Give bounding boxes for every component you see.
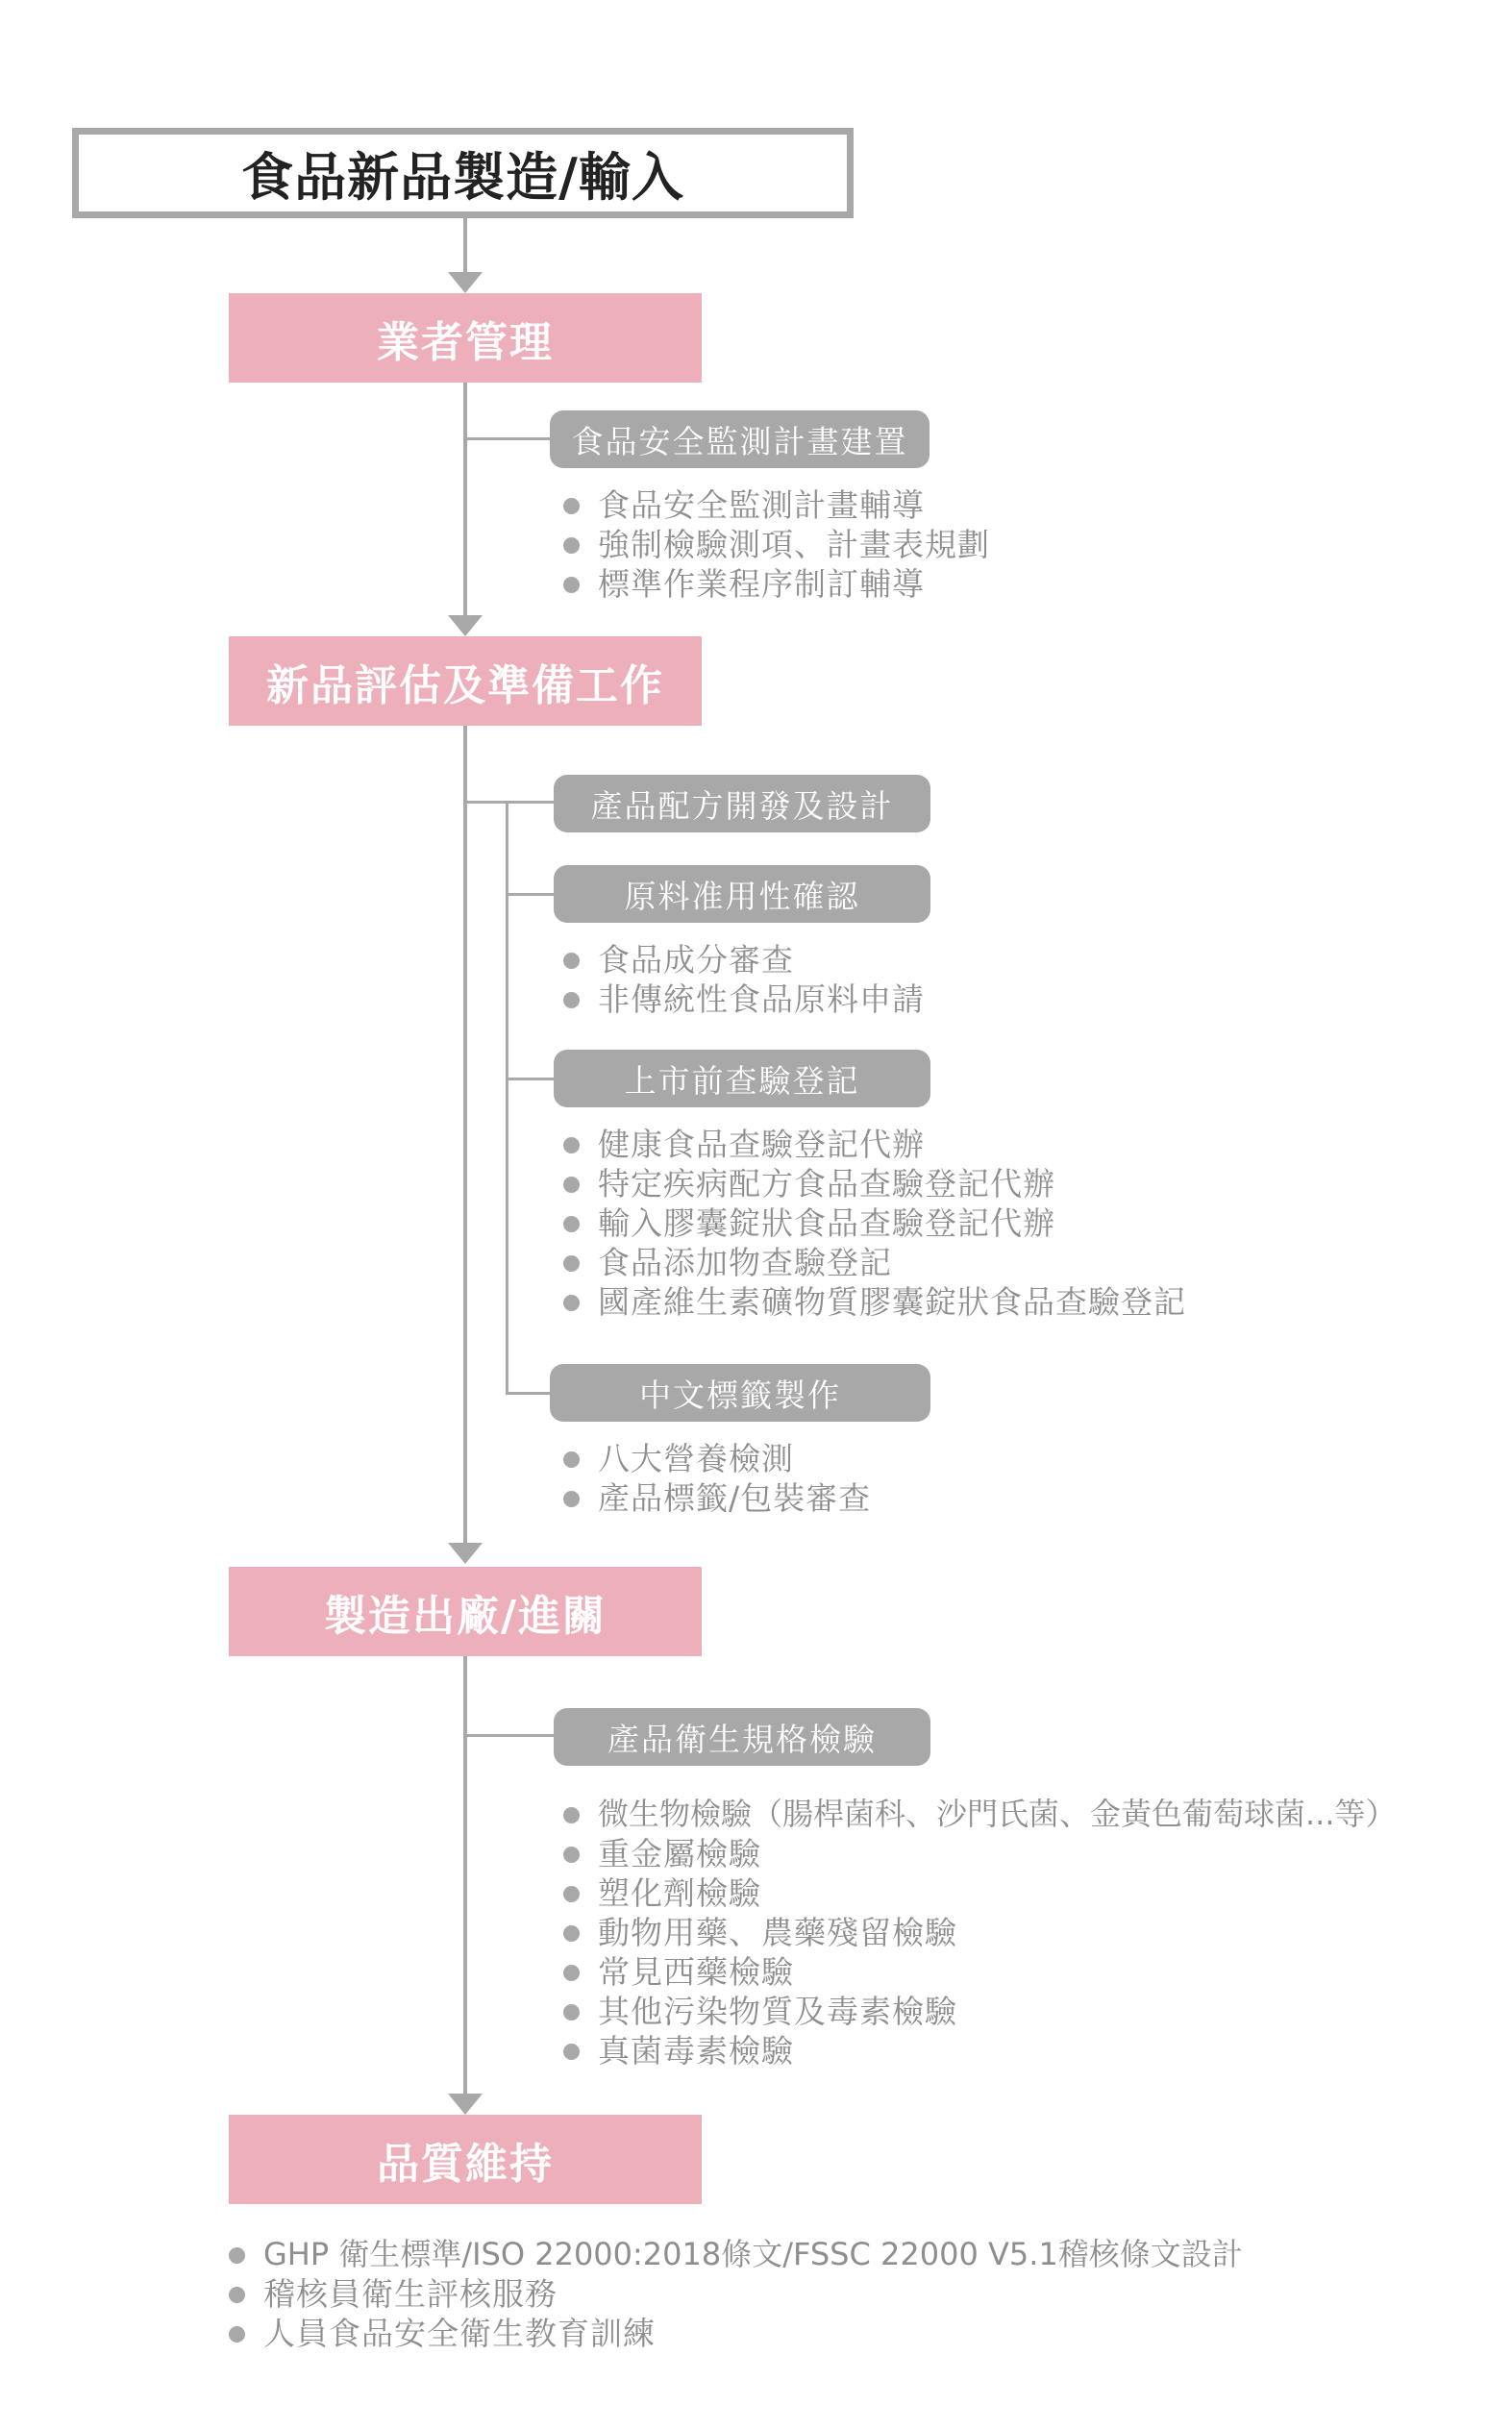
bullet-list: [229, 2235, 1243, 2353]
pill-hygiene-spec-testing: 產品衛生規格檢驗: [554, 1708, 930, 1766]
list-item: 食品成分審查: [563, 940, 925, 979]
pill-monitoring-plan: 食品安全監測計畫建置: [550, 410, 930, 468]
branch-line: [506, 1078, 556, 1080]
flow-title: 食品新品製造/輸入: [72, 128, 854, 218]
bullet-list: [563, 485, 990, 604]
branch-line: [506, 1392, 552, 1395]
list-item: 動物用藥、農藥殘留檢驗: [563, 1913, 1397, 1952]
pill-premarket-registration: 上市前查驗登記: [554, 1050, 930, 1107]
list-item: 輸入膠囊錠狀食品查驗登記代辦: [563, 1203, 1186, 1243]
connector-line: [463, 383, 467, 619]
list-item: 特定疾病配方食品查驗登記代辦: [563, 1164, 1186, 1203]
bullet-list: [563, 940, 925, 1019]
list-item: 國產維生素礦物質膠囊錠狀食品查驗登記: [563, 1282, 1186, 1322]
connector-line: [463, 218, 467, 280]
bullet-list: [563, 1125, 1186, 1322]
connector-line: [463, 1655, 467, 2097]
list-item: 重金屬檢驗: [563, 1834, 1397, 1873]
stage-manufacturing-import: 製造出廠/進關: [229, 1567, 702, 1656]
list-item: 塑化劑檢驗: [563, 1873, 1397, 1913]
sub-trunk-line: [506, 801, 508, 1394]
arrow-head: [448, 272, 483, 293]
pill-chinese-label: 中文標籤製作: [550, 1364, 930, 1422]
list-item: 食品安全監測計畫輔導: [563, 485, 990, 525]
list-item: 非傳統性食品原料申請: [563, 979, 925, 1019]
list-item: 八大營養檢測: [563, 1439, 871, 1478]
arrow-head: [448, 2094, 483, 2115]
branch-line: [506, 893, 556, 896]
list-item: 常見西藥檢驗: [563, 1952, 1397, 1992]
list-item: 真菌毒素檢驗: [563, 2031, 1397, 2070]
list-item: 人員食品安全衛生教育訓練: [229, 2314, 1243, 2353]
arrow-head: [448, 615, 483, 636]
bullet-list: [563, 1439, 871, 1518]
pill-formula-development: 產品配方開發及設計: [554, 775, 930, 832]
branch-line: [463, 1734, 556, 1737]
list-item: GHP 衛生標準/ISO 22000:2018條文/FSSC 22000 V5.1稽核條文設計: [229, 2235, 1243, 2274]
connector-line: [463, 726, 467, 1548]
arrow-head: [448, 1543, 483, 1564]
list-item: 食品添加物查驗登記: [563, 1243, 1186, 1282]
list-item: 產品標籤/包裝審查: [563, 1478, 871, 1518]
pill-ingredient-confirmation: 原料准用性確認: [554, 865, 930, 923]
branch-line: [463, 437, 552, 440]
stage-new-product-evaluation: 新品評估及準備工作: [229, 636, 702, 726]
list-item: 健康食品查驗登記代辦: [563, 1125, 1186, 1164]
list-item: 微生物檢驗（腸桿菌科、沙門氏菌、金黃色葡萄球菌...等）: [563, 1795, 1397, 1834]
stage-quality-maintenance: 品質維持: [229, 2115, 702, 2204]
list-item: 標準作業程序制訂輔導: [563, 564, 990, 604]
bullet-list: [563, 1795, 1397, 2070]
list-item: 稽核員衛生評核服務: [229, 2274, 1243, 2314]
branch-line: [463, 801, 556, 804]
list-item: 強制檢驗測項、計畫表規劃: [563, 525, 990, 564]
list-item: 其他污染物質及毒素檢驗: [563, 1992, 1397, 2031]
stage-business-management: 業者管理: [229, 293, 702, 383]
